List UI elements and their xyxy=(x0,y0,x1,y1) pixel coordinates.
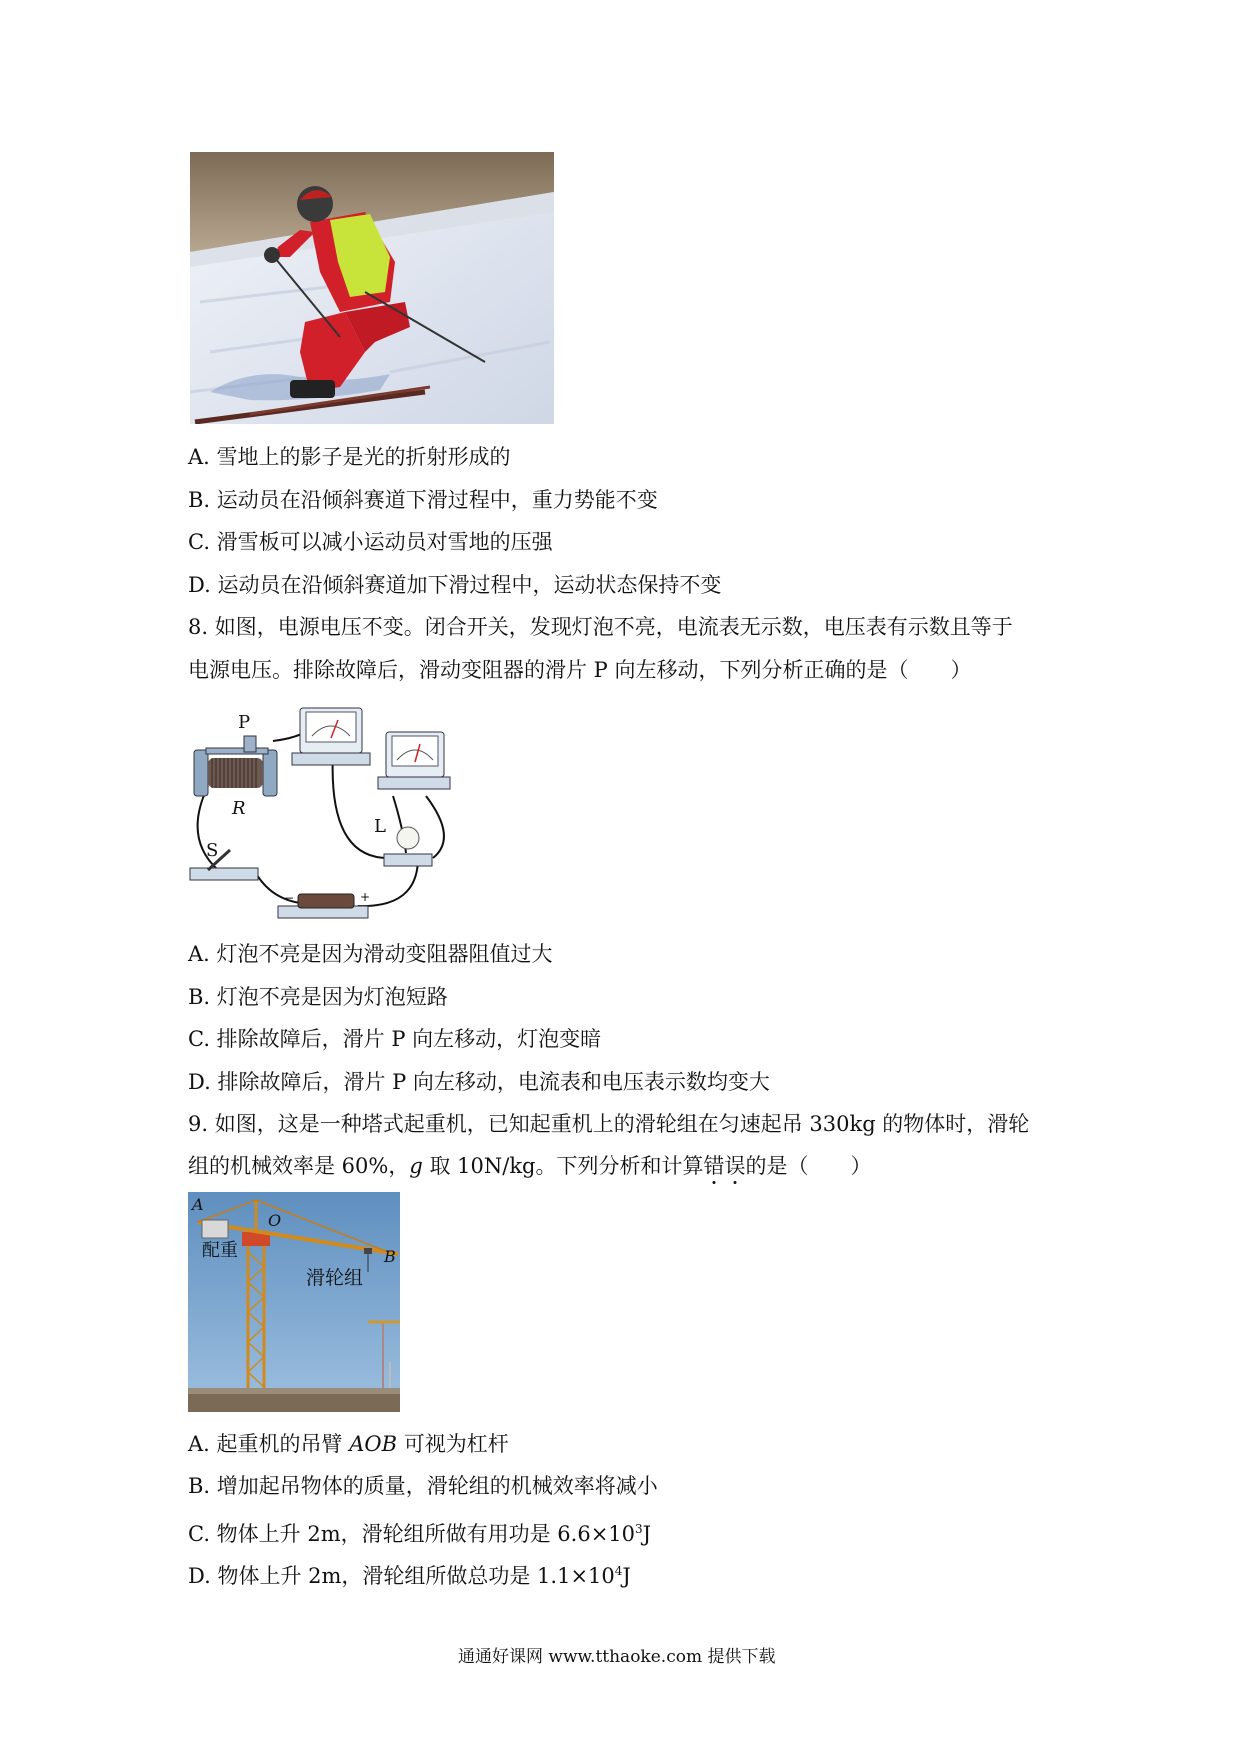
q9-option-a: A. 起重机的吊臂 AOB 可视为杠杆 xyxy=(188,1432,509,1456)
q8-option-a: A. 灯泡不亮是因为滑动变阻器阻值过大 xyxy=(188,942,553,966)
q8-option-d: D. 排除故障后，滑片 P 向左移动，电流表和电压表示数均变大 xyxy=(188,1070,770,1094)
q9-option-d: D. 物体上升 2m，滑轮组所做总功是 $1.1\times 10^4J$ xyxy=(188,1564,631,1588)
q7-option-c: C. 滑雪板可以减小运动员对雪地的压强 xyxy=(188,530,553,554)
label-r: R xyxy=(232,798,246,819)
q8-stem-line2: 电源电压。排除故障后，滑动变阻器的滑片 P 向左移动，下列分析正确的是（ ） xyxy=(188,658,972,682)
label-a: A xyxy=(192,1195,204,1214)
label-o: O xyxy=(268,1211,282,1230)
label-l: L xyxy=(374,816,386,837)
q8-stem-line1: 8. 如图，电源电压不变。闭合开关，发现灯泡不亮，电流表无示数，电压表有示数且等于 xyxy=(188,615,1013,639)
emphasis-char: 错 xyxy=(703,1154,725,1178)
footer-text: 通通好课网 www.tthaoke.com 提供下载 xyxy=(458,1647,776,1667)
skier-photo xyxy=(190,152,554,424)
label-b: B xyxy=(384,1247,396,1266)
label-counterweight: 配重 xyxy=(202,1240,238,1261)
q9-stem-line2: 组的机械效率是 60%，g 取 10N/kg。下列分析和计算错误的是（ ） xyxy=(188,1154,872,1178)
q9-stem-line1: 9. 如图，这是一种塔式起重机，已知起重机上的滑轮组在匀速起吊 330kg 的物体时，滑轮 xyxy=(188,1112,1030,1136)
q7-option-b: B. 运动员在沿倾斜赛道下滑过程中，重力势能不变 xyxy=(188,488,658,512)
label-pulley-block: 滑轮组 xyxy=(306,1267,364,1289)
q7-option-d: D. 运动员在沿倾斜赛道加下滑过程中，运动状态保持不变 xyxy=(188,573,722,597)
battery xyxy=(278,890,370,918)
voltmeter xyxy=(378,732,450,789)
q7-option-a: A. 雪地上的影子是光的折射形成的 xyxy=(188,445,511,469)
q8-option-c: C. 排除故障后，滑片 P 向左移动，灯泡变暗 xyxy=(188,1027,602,1051)
emphasis-char: 误 xyxy=(724,1154,746,1178)
svg-text:+: + xyxy=(360,890,371,904)
rheostat xyxy=(194,712,277,819)
svg-text:−: − xyxy=(284,891,295,905)
label-s: S xyxy=(206,840,219,861)
circuit-diagram xyxy=(188,698,494,922)
q9-option-b: B. 增加起吊物体的质量，滑轮组的机械效率将减小 xyxy=(188,1474,658,1498)
ammeter xyxy=(292,708,370,765)
q8-option-b: B. 灯泡不亮是因为灯泡短路 xyxy=(188,985,448,1009)
crane-photo xyxy=(188,1192,400,1412)
q9-option-c: C. 物体上升 2m，滑轮组所做有用功是 $6.6\times 10^3J$ xyxy=(188,1522,652,1546)
label-p: P xyxy=(238,712,251,733)
